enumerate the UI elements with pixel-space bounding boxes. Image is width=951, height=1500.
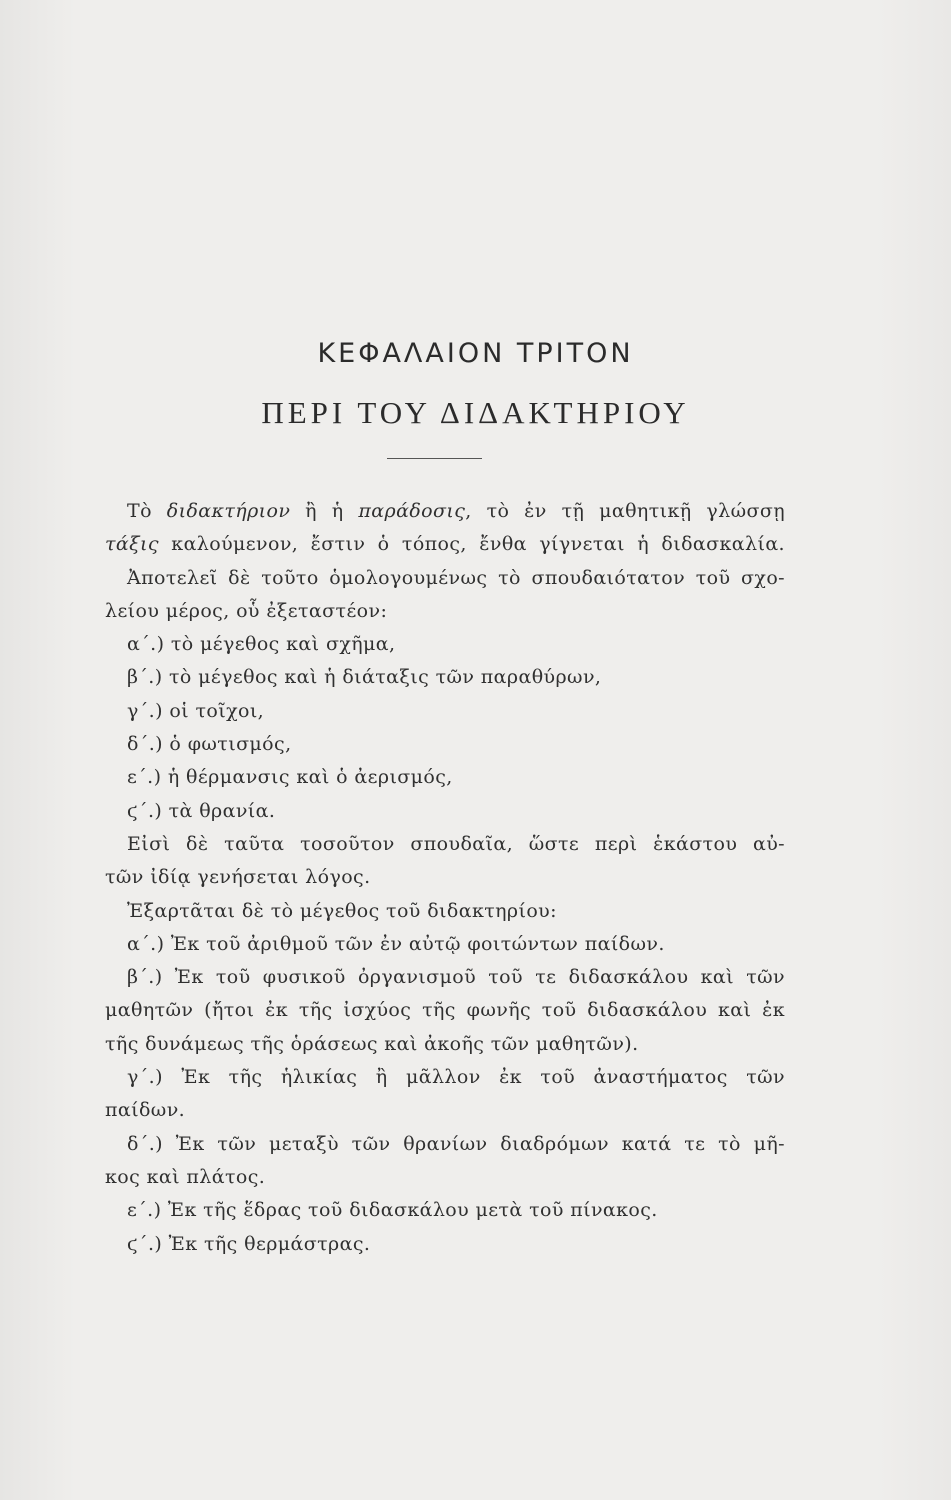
text-line: γ΄.) οἱ τοῖχοι, xyxy=(127,699,265,722)
section-title: ΠΕΡΙ ΤΟΥ ΔΙΔΑΚΤΗΡΙΟΥ xyxy=(261,395,690,430)
title-divider xyxy=(387,458,482,459)
text-line: β΄.) τὸ μέγεθος καὶ ἡ διάταξις τῶν παραθύρων, xyxy=(127,666,602,689)
text-line: δ΄.) ὁ φωτισμός, xyxy=(127,733,292,756)
text-line: ϛ΄.) Ἐκ τῆς θερμάστρας. xyxy=(127,1232,371,1255)
chapter-heading: ΚΕΦΑΛΑΙΟΝ ΤΡΙΤΟΝ xyxy=(317,338,634,369)
text-line: ϛ΄.) τὰ θρανία. xyxy=(127,799,276,822)
text-line: τάξις καλούμενον, ἔστιν ὁ τόπος, ἔνθα γίγνεται ἡ διδασκαλία. xyxy=(105,533,785,556)
body-text xyxy=(105,495,785,1261)
text-line: γ΄.) Ἐκ τῆς ἡλικίας ἢ μᾶλλον ἐκ τοῦ ἀναστήματος τῶν xyxy=(127,1066,785,1089)
text-line: τῶν ἰδίᾳ γενήσεται λόγος. xyxy=(105,866,371,889)
text-line: Ἐξαρτᾶται δὲ τὸ μέγεθος τοῦ διδακτηρίου: xyxy=(127,899,557,922)
text-line: παίδων. xyxy=(105,1099,186,1122)
text-line: δ΄.) Ἐκ τῶν μεταξὺ τῶν θρανίων διαδρόμων κατά τε τὸ μῆ- xyxy=(127,1132,785,1155)
text-line: τῆς δυνάμεως τῆς ὁράσεως καὶ ἀκοῆς τῶν μαθητῶν). xyxy=(105,1032,639,1055)
text-line: Τὸ διδακτήριον ἢ ἡ παράδοσις, τὸ ἐν τῇ μαθητικῇ γλώσσῃ xyxy=(127,500,785,522)
text-line: ε΄.) ἡ θέρμανσις καὶ ὁ ἀερισμός, xyxy=(127,766,453,789)
text-line: λείου μέρος, οὗ ἐξεταστέον: xyxy=(105,599,388,622)
text-line: μαθητῶν (ἤτοι ἐκ τῆς ἰσχύος τῆς φωνῆς τοῦ διδασκάλου καὶ ἐκ xyxy=(105,999,785,1022)
text-line: ε΄.) Ἐκ τῆς ἕδρας τοῦ διδασκάλου μετὰ τοῦ πίνακος. xyxy=(127,1199,658,1222)
text-line: κος καὶ πλάτος. xyxy=(105,1165,266,1188)
text-line: Ἀποτελεῖ δὲ τοῦτο ὁμολογουμένως τὸ σπουδαιότατον τοῦ σχο- xyxy=(127,566,785,589)
text-line: α΄.) Ἐκ τοῦ ἀριθμοῦ τῶν ἐν αὐτῷ φοιτώντων παίδων. xyxy=(127,932,665,955)
text-line: α΄.) τὸ μέγεθος καὶ σχῆμα, xyxy=(127,633,396,656)
text-line: β΄.) Ἐκ τοῦ φυσικοῦ ὀργανισμοῦ τοῦ τε διδασκάλου καὶ τῶν xyxy=(127,966,785,989)
text-line: Εἰσὶ δὲ ταῦτα τοσοῦτον σπουδαῖα, ὥστε περὶ ἑκάστου αὐ- xyxy=(127,832,785,855)
